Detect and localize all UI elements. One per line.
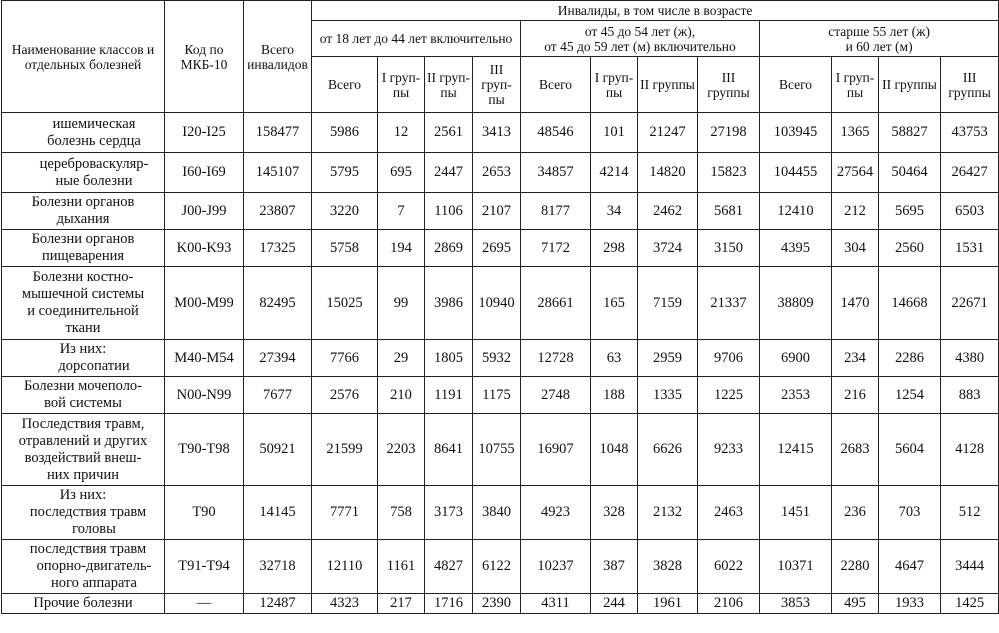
value-cell: 2560 xyxy=(879,230,941,267)
value-cell: 3853 xyxy=(760,594,832,614)
value-cell: 4128 xyxy=(941,414,999,486)
value-cell: 2959 xyxy=(638,340,698,377)
value-cell: 99 xyxy=(378,267,425,340)
value-cell: 21599 xyxy=(312,414,378,486)
disease-name: Болезни мочеполо- вой системы xyxy=(2,377,165,414)
value-cell: 2653 xyxy=(473,153,521,193)
value-cell: 2869 xyxy=(425,230,473,267)
value-cell: 6503 xyxy=(941,193,999,230)
disease-name: последствия травм опорно-двигатель- ного аппарата xyxy=(2,540,165,594)
value-cell: 2695 xyxy=(473,230,521,267)
value-cell: 1470 xyxy=(832,267,879,340)
value-cell: 3724 xyxy=(638,230,698,267)
value-cell: 22671 xyxy=(941,267,999,340)
disease-name: Болезни органов дыхания xyxy=(2,193,165,230)
icd-code: — xyxy=(165,594,244,614)
value-cell: 10755 xyxy=(473,414,521,486)
value-cell: 1225 xyxy=(698,377,760,414)
total-value: 12487 xyxy=(244,594,312,614)
header-group-3: III группы xyxy=(698,57,760,113)
value-cell: 2203 xyxy=(378,414,425,486)
icd-code: I60-I69 xyxy=(165,153,244,193)
icd-code: T90 xyxy=(165,486,244,540)
header-group-3: III груп-пы xyxy=(473,57,521,113)
value-cell: 14820 xyxy=(638,153,698,193)
value-cell: 12728 xyxy=(521,340,591,377)
value-cell: 3986 xyxy=(425,267,473,340)
value-cell: 2106 xyxy=(698,594,760,614)
value-cell: 387 xyxy=(591,540,638,594)
value-cell: 2463 xyxy=(698,486,760,540)
value-cell: 5758 xyxy=(312,230,378,267)
total-value: 14145 xyxy=(244,486,312,540)
value-cell: 4214 xyxy=(591,153,638,193)
total-value: 27394 xyxy=(244,340,312,377)
value-cell: 3150 xyxy=(698,230,760,267)
value-cell: 194 xyxy=(378,230,425,267)
value-cell: 1191 xyxy=(425,377,473,414)
value-cell: 12415 xyxy=(760,414,832,486)
value-cell: 1365 xyxy=(832,113,879,153)
icd-code: J00-J99 xyxy=(165,193,244,230)
header-name-column: Наименование классов и отдельных болезней xyxy=(2,1,165,113)
value-cell: 298 xyxy=(591,230,638,267)
value-cell: 2462 xyxy=(638,193,698,230)
value-cell: 188 xyxy=(591,377,638,414)
value-cell: 3444 xyxy=(941,540,999,594)
value-cell: 244 xyxy=(591,594,638,614)
disease-name: ишемическая болезнь сердца xyxy=(2,113,165,153)
total-value: 50921 xyxy=(244,414,312,486)
value-cell: 512 xyxy=(941,486,999,540)
disease-name: Прочие болезни xyxy=(2,594,165,614)
header-group-1: I груп-пы xyxy=(591,57,638,113)
value-cell: 12 xyxy=(378,113,425,153)
table-row xyxy=(2,540,999,594)
value-cell: 10371 xyxy=(760,540,832,594)
table-row xyxy=(2,230,999,267)
value-cell: 3173 xyxy=(425,486,473,540)
value-cell: 1531 xyxy=(941,230,999,267)
value-cell: 7 xyxy=(378,193,425,230)
table-row xyxy=(2,193,999,230)
value-cell: 15025 xyxy=(312,267,378,340)
value-cell: 2390 xyxy=(473,594,521,614)
total-value: 158477 xyxy=(244,113,312,153)
value-cell: 758 xyxy=(378,486,425,540)
total-value: 23807 xyxy=(244,193,312,230)
value-cell: 21337 xyxy=(698,267,760,340)
value-cell: 10237 xyxy=(521,540,591,594)
value-cell: 1933 xyxy=(879,594,941,614)
table-body xyxy=(2,113,999,614)
value-cell: 7771 xyxy=(312,486,378,540)
header-code-column: Код по МКБ-10 xyxy=(165,1,244,113)
header-age-group-2: от 45 до 54 лет (ж), от 45 до 59 лет (м) включительно xyxy=(521,21,760,57)
value-cell: 14668 xyxy=(879,267,941,340)
value-cell: 1106 xyxy=(425,193,473,230)
value-cell: 34857 xyxy=(521,153,591,193)
value-cell: 6122 xyxy=(473,540,521,594)
table-row xyxy=(2,594,999,614)
value-cell: 27198 xyxy=(698,113,760,153)
disease-name: Из них: дорсопатии xyxy=(2,340,165,377)
value-cell: 703 xyxy=(879,486,941,540)
value-cell: 2132 xyxy=(638,486,698,540)
table-header xyxy=(2,1,999,113)
value-cell: 236 xyxy=(832,486,879,540)
value-cell: 1961 xyxy=(638,594,698,614)
icd-code: N00-N99 xyxy=(165,377,244,414)
value-cell: 304 xyxy=(832,230,879,267)
value-cell: 48546 xyxy=(521,113,591,153)
value-cell: 29 xyxy=(378,340,425,377)
value-cell: 217 xyxy=(378,594,425,614)
header-age-group-3: старше 55 лет (ж) и 60 лет (м) xyxy=(760,21,999,57)
total-value: 7677 xyxy=(244,377,312,414)
value-cell: 4923 xyxy=(521,486,591,540)
value-cell: 15823 xyxy=(698,153,760,193)
header-total-column: Всего инвалидов xyxy=(244,1,312,113)
value-cell: 3840 xyxy=(473,486,521,540)
value-cell: 8641 xyxy=(425,414,473,486)
header-sub-total: Всего xyxy=(521,57,591,113)
value-cell: 4647 xyxy=(879,540,941,594)
table-row xyxy=(2,153,999,193)
value-cell: 1716 xyxy=(425,594,473,614)
value-cell: 1048 xyxy=(591,414,638,486)
value-cell: 34 xyxy=(591,193,638,230)
header-group-1: I груп-пы xyxy=(378,57,425,113)
value-cell: 50464 xyxy=(879,153,941,193)
disease-name: Болезни органов пищеварения xyxy=(2,230,165,267)
value-cell: 26427 xyxy=(941,153,999,193)
value-cell: 4827 xyxy=(425,540,473,594)
value-cell: 104455 xyxy=(760,153,832,193)
value-cell: 3413 xyxy=(473,113,521,153)
value-cell: 43753 xyxy=(941,113,999,153)
value-cell: 2353 xyxy=(760,377,832,414)
value-cell: 2576 xyxy=(312,377,378,414)
value-cell: 27564 xyxy=(832,153,879,193)
value-cell: 101 xyxy=(591,113,638,153)
value-cell: 2683 xyxy=(832,414,879,486)
icd-code: T90-T98 xyxy=(165,414,244,486)
value-cell: 10940 xyxy=(473,267,521,340)
value-cell: 16907 xyxy=(521,414,591,486)
value-cell: 5681 xyxy=(698,193,760,230)
value-cell: 28661 xyxy=(521,267,591,340)
value-cell: 3828 xyxy=(638,540,698,594)
value-cell: 3220 xyxy=(312,193,378,230)
header-group-2: II груп-пы xyxy=(425,57,473,113)
header-sub-total: Всего xyxy=(312,57,378,113)
value-cell: 5932 xyxy=(473,340,521,377)
value-cell: 5986 xyxy=(312,113,378,153)
value-cell: 2561 xyxy=(425,113,473,153)
icd-code: M40-M54 xyxy=(165,340,244,377)
total-value: 32718 xyxy=(244,540,312,594)
disability-statistics-table xyxy=(1,0,999,614)
table-row xyxy=(2,113,999,153)
value-cell: 21247 xyxy=(638,113,698,153)
header-age-group-1: от 18 лет до 44 лет включительно xyxy=(312,21,521,57)
value-cell: 103945 xyxy=(760,113,832,153)
total-value: 82495 xyxy=(244,267,312,340)
value-cell: 495 xyxy=(832,594,879,614)
value-cell: 210 xyxy=(378,377,425,414)
total-value: 17325 xyxy=(244,230,312,267)
disease-name: Болезни костно- мышечной системы и соединительной ткани xyxy=(2,267,165,340)
icd-code: T91-T94 xyxy=(165,540,244,594)
table-row xyxy=(2,340,999,377)
value-cell: 9233 xyxy=(698,414,760,486)
value-cell: 9706 xyxy=(698,340,760,377)
value-cell: 234 xyxy=(832,340,879,377)
value-cell: 328 xyxy=(591,486,638,540)
value-cell: 1161 xyxy=(378,540,425,594)
value-cell: 4380 xyxy=(941,340,999,377)
value-cell: 2748 xyxy=(521,377,591,414)
value-cell: 1425 xyxy=(941,594,999,614)
table-row xyxy=(2,267,999,340)
value-cell: 1175 xyxy=(473,377,521,414)
table-row xyxy=(2,486,999,540)
value-cell: 6022 xyxy=(698,540,760,594)
value-cell: 7172 xyxy=(521,230,591,267)
value-cell: 1451 xyxy=(760,486,832,540)
icd-code: I20-I25 xyxy=(165,113,244,153)
header-group-1: I груп-пы xyxy=(832,57,879,113)
value-cell: 2286 xyxy=(879,340,941,377)
value-cell: 695 xyxy=(378,153,425,193)
disease-name: цереброваскуляр- ные болезни xyxy=(2,153,165,193)
value-cell: 7766 xyxy=(312,340,378,377)
value-cell: 63 xyxy=(591,340,638,377)
icd-code: M00-M99 xyxy=(165,267,244,340)
header-sub-total: Всего xyxy=(760,57,832,113)
value-cell: 2107 xyxy=(473,193,521,230)
value-cell: 4323 xyxy=(312,594,378,614)
value-cell: 6900 xyxy=(760,340,832,377)
value-cell: 12410 xyxy=(760,193,832,230)
value-cell: 1254 xyxy=(879,377,941,414)
header-group-2: II группы xyxy=(879,57,941,113)
header-group-3: III группы xyxy=(941,57,999,113)
value-cell: 12110 xyxy=(312,540,378,594)
value-cell: 212 xyxy=(832,193,879,230)
value-cell: 5604 xyxy=(879,414,941,486)
value-cell: 6626 xyxy=(638,414,698,486)
value-cell: 165 xyxy=(591,267,638,340)
header-group-2: II группы xyxy=(638,57,698,113)
value-cell: 5695 xyxy=(879,193,941,230)
value-cell: 1805 xyxy=(425,340,473,377)
disease-name: Из них: последствия травм головы xyxy=(2,486,165,540)
icd-code: K00-K93 xyxy=(165,230,244,267)
value-cell: 58827 xyxy=(879,113,941,153)
value-cell: 7159 xyxy=(638,267,698,340)
disease-name: Последствия травм, отравлений и других воздействий внеш- них причин xyxy=(2,414,165,486)
value-cell: 2280 xyxy=(832,540,879,594)
header-by-age: Инвалиды, в том числе в возрасте xyxy=(312,1,999,21)
value-cell: 38809 xyxy=(760,267,832,340)
table-row xyxy=(2,377,999,414)
value-cell: 883 xyxy=(941,377,999,414)
value-cell: 4311 xyxy=(521,594,591,614)
table-row xyxy=(2,414,999,486)
value-cell: 4395 xyxy=(760,230,832,267)
value-cell: 5795 xyxy=(312,153,378,193)
value-cell: 2447 xyxy=(425,153,473,193)
value-cell: 216 xyxy=(832,377,879,414)
value-cell: 8177 xyxy=(521,193,591,230)
total-value: 145107 xyxy=(244,153,312,193)
value-cell: 1335 xyxy=(638,377,698,414)
